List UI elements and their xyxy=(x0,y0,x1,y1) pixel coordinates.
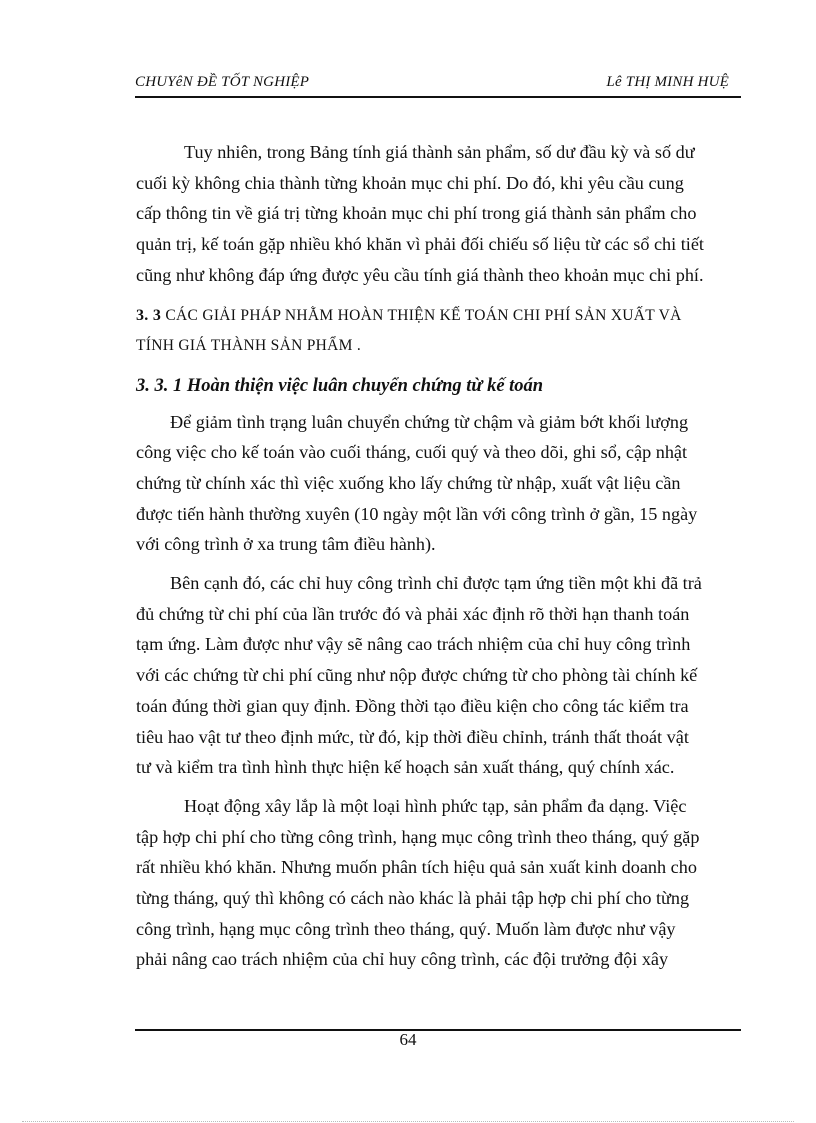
text-line: Bên cạnh đó, các chỉ huy công trình chỉ được tạm ứng tiền một khi đã trả xyxy=(170,573,702,594)
text-line: cấp thông tin về giá trị từng khoản mục chi phí trong giá thành sản phẩm cho xyxy=(136,203,697,224)
text-line: được tiến hành thường xuyên (10 ngày một lần với công trình ở gần, 15 ngày xyxy=(136,503,698,524)
page-body xyxy=(136,137,740,975)
text-line: quản trị, kế toán gặp nhiều khó khăn vì phải đối chiếu số liệu từ các sổ chi tiết xyxy=(136,234,704,255)
text-line: tiêu hao vật tư theo định mức, từ đó, kịp thời điều chỉnh, tránh thất thoát vật xyxy=(136,726,689,747)
text-line: Hoạt động xây lắp là một loại hình phức tạp, sản phẩm đa dạng. Việc xyxy=(184,795,687,816)
paragraph-1 xyxy=(136,137,740,291)
text-line: tạm ứng. Làm được như vậy sẽ nâng cao trách nhiệm của chỉ huy công trình xyxy=(136,634,691,655)
page-number: 64 xyxy=(399,1030,417,1049)
header-divider xyxy=(135,96,741,98)
text-line: chứng từ chính xác thì việc xuống kho lấy chứng từ nhập, xuất vật liệu cần xyxy=(136,472,681,493)
text-line: công việc cho kế toán vào cuối tháng, cuối quý và theo dõi, ghi sổ, cập nhật xyxy=(136,442,688,463)
text-line: Để giảm tình trạng luân chuyển chứng từ chậm và giảm bớt khối lượng xyxy=(170,411,689,432)
text-line: tư và kiểm tra tình hình thực hiện kế hoạch sản xuất tháng, quý chính xác. xyxy=(136,757,675,778)
page-header xyxy=(135,74,741,96)
section-heading xyxy=(136,301,740,361)
text-line: công trình, hạng mục công trình theo tháng, quý. Muốn làm được như vậy xyxy=(136,918,676,939)
text-line: toán đúng thời gian quy định. Đồng thời tạo điều kiện cho công tác kiểm tra xyxy=(136,695,689,716)
page-edge-dotted-line xyxy=(22,1121,794,1122)
text-line: cũng như không đáp ứng được yêu cầu tính giá thành theo khoản mục chi phí. xyxy=(136,264,704,285)
text-line: cuối kỳ không chia thành từng khoản mục chi phí. Do đó, khi yêu cầu cung xyxy=(136,172,684,193)
text-line: rất nhiều khó khăn. Nhưng muốn phân tích hiệu quả sản xuất kinh doanh cho xyxy=(136,857,697,878)
document-type-label: CHUYêN ĐỀ TỐT NGHIỆP xyxy=(135,74,310,90)
paragraph-3 xyxy=(136,568,740,783)
section-title-line-1: CÁC GIẢI PHÁP NHẰM HOÀN THIỆN KẾ TOÁN CHI PHÍ SẢN XUẤT VÀ xyxy=(165,306,682,324)
text-line: với các chứng từ chi phí cũng như nộp được chứng từ cho phòng tài chính kế xyxy=(136,665,698,686)
section-number: 3. 3 xyxy=(136,306,162,324)
text-line: đủ chứng từ chi phí của lần trước đó và phải xác định rõ thời hạn thanh toán xyxy=(136,603,690,624)
text-line: Tuy nhiên, trong Bảng tính giá thành sản phẩm, số dư đầu kỳ và số dư xyxy=(184,142,695,162)
text-line: từng tháng, quý thì không có cách nào khác là phải tập hợp chi phí cho từng xyxy=(136,888,690,909)
section-title-line-2: TÍNH GIÁ THÀNH SẢN PHẨM . xyxy=(136,336,362,354)
author-name: Lê THỊ MINH HUỆ xyxy=(606,74,729,90)
text-line: phải nâng cao trách nhiệm của chỉ huy công trình, các đội trưởng đội xây xyxy=(136,949,669,970)
paragraph-2 xyxy=(136,407,740,561)
text-line: với công trình ở xa trung tâm điều hành). xyxy=(136,534,436,555)
subsection-heading: 3. 3. 1 Hoàn thiện việc luân chuyển chứng từ kế toán xyxy=(136,375,544,396)
paragraph-4 xyxy=(136,791,740,975)
text-line: tập hợp chi phí cho từng công trình, hạng mục công trình theo tháng, quý gặp xyxy=(136,826,700,847)
